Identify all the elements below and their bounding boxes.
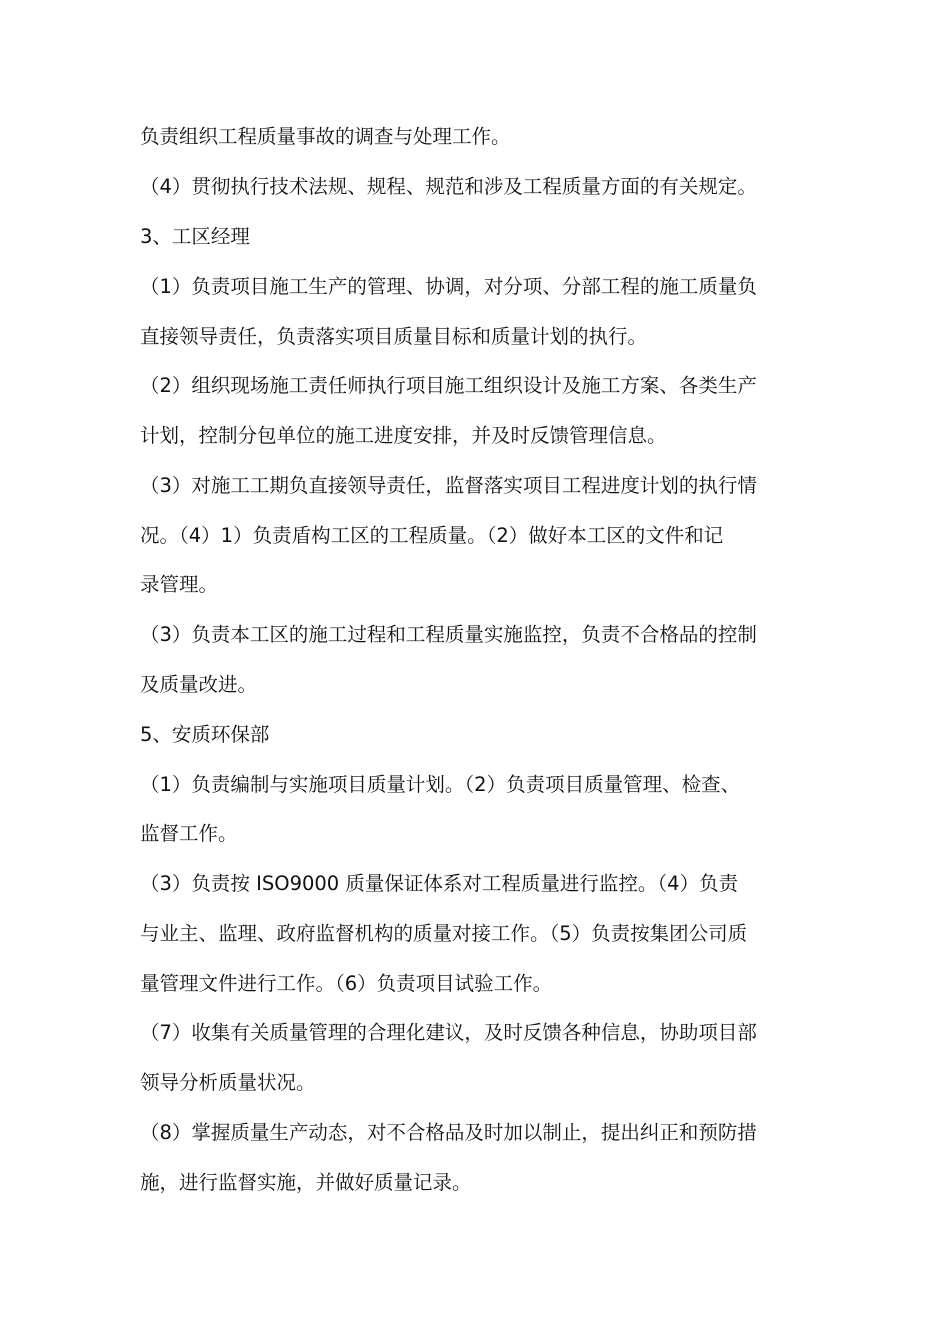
text-line-5: 直接领导责任，负责落实项目质量目标和质量计划的执行。 (140, 325, 648, 348)
text-line-18: 量管理文件进行工作。（6）负责项目试验工作。 (140, 972, 553, 995)
text-line-22: 施，进行监督实施，并做好质量记录。 (140, 1171, 472, 1194)
section-heading-5: 5、安质环保部 (140, 723, 270, 746)
section-heading-3: 3、工区经理 (140, 225, 250, 248)
text-line-8: （3）对施工工期负直接领导责任，监督落实项目工程进度计划的执行情 (140, 474, 757, 497)
text-line-4: （1）负责项目施工生产的管理、协调，对分项、分部工程的施工质量负 (140, 275, 757, 298)
text-line-12: 及质量改进。 (140, 673, 258, 696)
text-line-10: 录管理。 (140, 573, 219, 596)
text-line-15: 监督工作。 (140, 822, 238, 845)
text-line-6: （2）组织现场施工责任师执行项目施工组织设计及施工方案、各类生产 (140, 374, 757, 397)
text-line-2: （4）贯彻执行技术法规、规程、规范和涉及工程质量方面的有关规定。 (140, 175, 757, 198)
text-line-19: （7）收集有关质量管理的合理化建议，及时反馈各种信息，协助项目部 (140, 1021, 757, 1044)
text-line-11: （3）负责本工区的施工过程和工程质量实施监控，负责不合格品的控制 (140, 623, 757, 646)
text-line-14: （1）负责编制与实施项目质量计划。（2）负责项目质量管理、检查、 (140, 773, 741, 796)
text-line-9: 况。（4）1）负责盾构工区的工程质量。（2）做好本工区的文件和记 (140, 524, 724, 547)
text-line-1: 负责组织工程质量事故的调查与处理工作。 (140, 125, 511, 148)
text-line-21: （8）掌握质量生产动态，对不合格品及时加以制止，提出纠正和预防措 (140, 1121, 757, 1144)
text-line-17: 与业主、监理、政府监督机构的质量对接工作。（5）负责按集团公司质 (140, 922, 748, 945)
text-line-7: 计划，控制分包单位的施工进度安排，并及时反馈管理信息。 (140, 424, 667, 447)
text-line-20: 领导分析质量状况。 (140, 1071, 316, 1094)
text-line-16: （3）负责按 ISO9000 质量保证体系对工程质量进行监控。（4）负责 (140, 872, 739, 895)
